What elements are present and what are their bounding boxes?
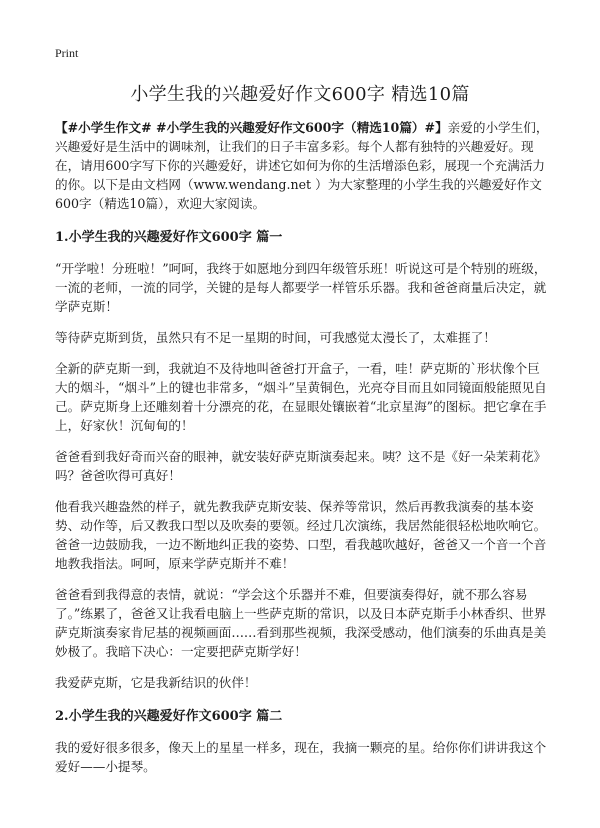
paragraph: 我爱萨克斯，它是我新结识的伙伴！ — [55, 675, 257, 690]
paragraph: 爸爸看到我好奇而兴奋的眼神，就安装好萨克斯演奏起来。咦？这不是《好一朵茉莉花》吗？爸爸吹得可真好！ — [55, 449, 547, 483]
paragraph: 全新的萨克斯一到，我就迫不及待地叫爸爸打开盒子，一看，哇！萨克斯的`形状像个巨大的烟斗，“烟斗”上的键也非常多，“烟斗”呈黄铜色，光亮夺目而且如同镜面般能照见自己。萨克斯身上还雕刻着十分漂亮的花，在显眼处镶嵌着“北京星海”的图标。把它拿在手上，好家伙！沉甸甸的！ — [55, 361, 547, 433]
paragraph: 我的爱好很多很多，像天上的星星一样多，现在，我摘一颗亮的星。给你你们讲讲我这个爱好——小提琴。 — [55, 740, 547, 774]
document-title: 小学生我的兴趣爱好作文600字 精选10篇 — [130, 84, 470, 105]
paragraph: 爸爸看到我得意的表情，就说：“学会这个乐器并不难，但要演奏得好，就不那么容易了。”练累了，爸爸又让我看电脑上一些萨克斯的常识，以及日本萨克斯手小林香织、世界萨克斯演奏家肯尼基的视频画面……看到那些视频，我深受感动，他们演奏的乐曲真是美妙极了。我暗下决心：一定要把萨克斯学好！ — [55, 587, 547, 659]
print-label[interactable]: Print — [55, 46, 79, 60]
paragraph: “开学啦！分班啦！”呵呵，我终于如愿地分到四年级管乐班！听说这可是个特别的班级，一流的老师，一流的同学，关键的是每人都要学一样管乐乐器。我和爸爸商量后决定，就学萨克斯！ — [55, 261, 547, 314]
intro-paragraph — [55, 118, 552, 213]
paragraph: 他看我兴趣盎然的样子，就先教我萨克斯安装、保养等常识，然后再教我演奏的基本姿势、动作等，后又教我口型以及吹奏的要领。经过几次演练，我居然能很轻松地吹响它。爸爸一边鼓励我，一边不断地纠正我的姿势、口型，看我越吹越好，爸爸又一个音一个音地教我指法。呵呵，原来学萨克斯并不难！ — [55, 499, 547, 571]
document-body — [55, 118, 552, 788]
section-heading: 2.小学生我的兴趣爱好作文600字 篇二 — [55, 709, 283, 724]
intro-lead: 【#小学生作文# #小学生我的兴趣爱好作文600字（精选10篇）#】 — [55, 120, 448, 135]
paragraph: 等待萨克斯到货，虽然只有不足一星期的时间，可我感觉太漫长了，太难捱了！ — [55, 330, 496, 345]
section-heading: 1.小学生我的兴趣爱好作文600字 篇一 — [55, 230, 283, 245]
intro-text: 亲爱的小学生们，兴趣爱好是生活中的调味剂，让我们的日子丰富多彩。每个人都有独特的兴趣爱好。现在，请用600字写下你的兴趣爱好，讲述它如何为你的生活增添色彩，展现一个充满活力的你。以下是由文档网（www.wendang.net ）为大家整理的小学生我的兴趣爱好作文600字（精选10篇），欢迎大家阅读。 — [55, 120, 549, 211]
